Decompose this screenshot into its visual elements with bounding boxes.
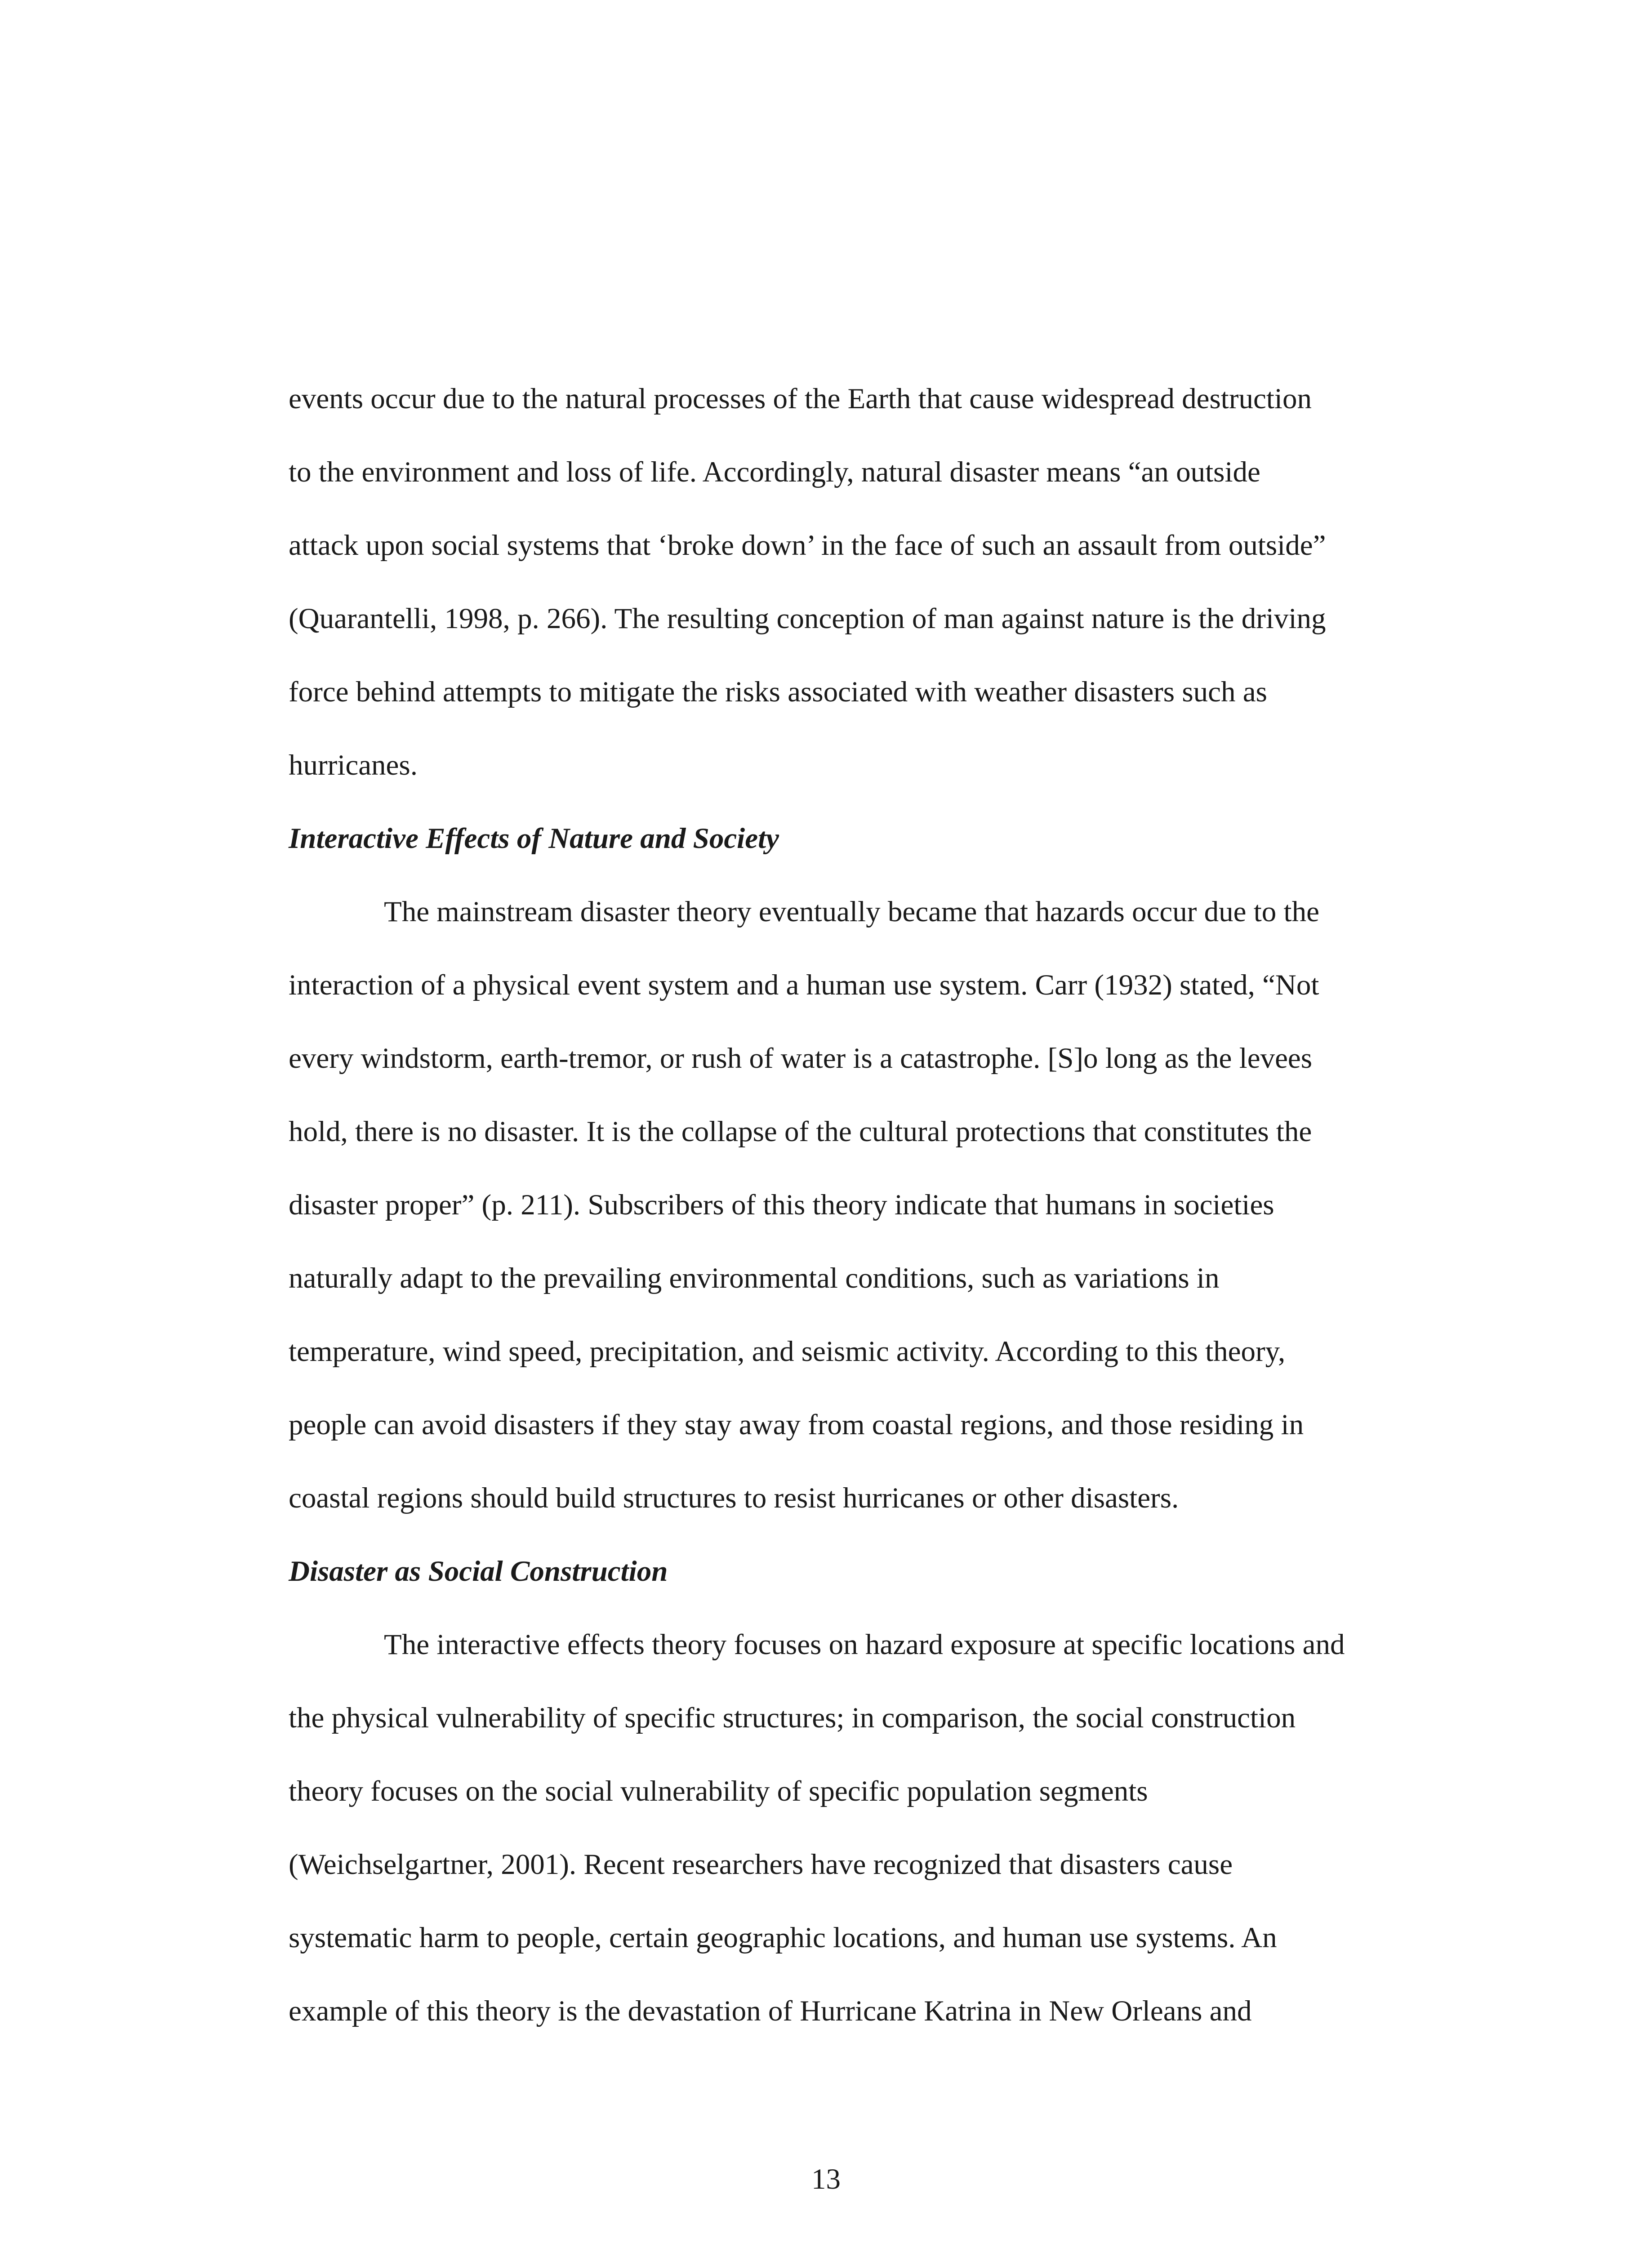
- text-line: hurricanes.: [289, 749, 418, 781]
- paragraph-first-line: The mainstream disaster theory eventually became that hazards occur due to the: [384, 896, 1319, 928]
- text-line: every windstorm, earth-tremor, or rush of water is a catastrophe. [S]o long as the levees: [289, 1042, 1313, 1075]
- text-line: people can avoid disasters if they stay away from coastal regions, and those residing in: [289, 1409, 1304, 1441]
- text-line: example of this theory is the devastation of Hurricane Katrina in New Orleans and: [289, 1995, 1252, 2027]
- text-line: to the environment and loss of life. Accordingly, natural disaster means “an outside: [289, 456, 1260, 488]
- paragraph-first-line: The interactive effects theory focuses on hazard exposure at specific locations and: [384, 1628, 1345, 1661]
- text-line: (Weichselgartner, 2001). Recent researchers have recognized that disasters cause: [289, 1848, 1233, 1881]
- text-line: the physical vulnerability of specific structures; in comparison, the social construction: [289, 1702, 1296, 1734]
- section-heading: Interactive Effects of Nature and Society: [289, 822, 779, 855]
- section-heading: Disaster as Social Construction: [289, 1555, 668, 1588]
- text-line: hold, there is no disaster. It is the collapse of the cultural protections that constitutes the: [289, 1115, 1312, 1148]
- text-line: temperature, wind speed, precipitation, and seismic activity. According to this theory,: [289, 1335, 1286, 1368]
- page-number: 13: [811, 2163, 841, 2195]
- text-line: (Quarantelli, 1998, p. 266). The resulting conception of man against nature is the driving: [289, 602, 1326, 635]
- text-line: attack upon social systems that ‘broke down’ in the face of such an assault from outside”: [289, 529, 1326, 562]
- text-line: force behind attempts to mitigate the risks associated with weather disasters such as: [289, 676, 1267, 708]
- text-line: disaster proper” (p. 211). Subscribers of this theory indicate that humans in societies: [289, 1189, 1274, 1221]
- text-line: events occur due to the natural processes of the Earth that cause widespread destruction: [289, 383, 1312, 415]
- text-line: interaction of a physical event system and a human use system. Carr (1932) stated, “Not: [289, 969, 1319, 1001]
- text-line: systematic harm to people, certain geographic locations, and human use systems. An: [289, 1922, 1277, 1954]
- text-line: coastal regions should build structures to resist hurricanes or other disasters.: [289, 1482, 1179, 1514]
- text-line: naturally adapt to the prevailing environmental conditions, such as variations in: [289, 1262, 1220, 1294]
- text-line: theory focuses on the social vulnerability of specific population segments: [289, 1775, 1148, 1807]
- body-text: [289, 362, 1439, 2048]
